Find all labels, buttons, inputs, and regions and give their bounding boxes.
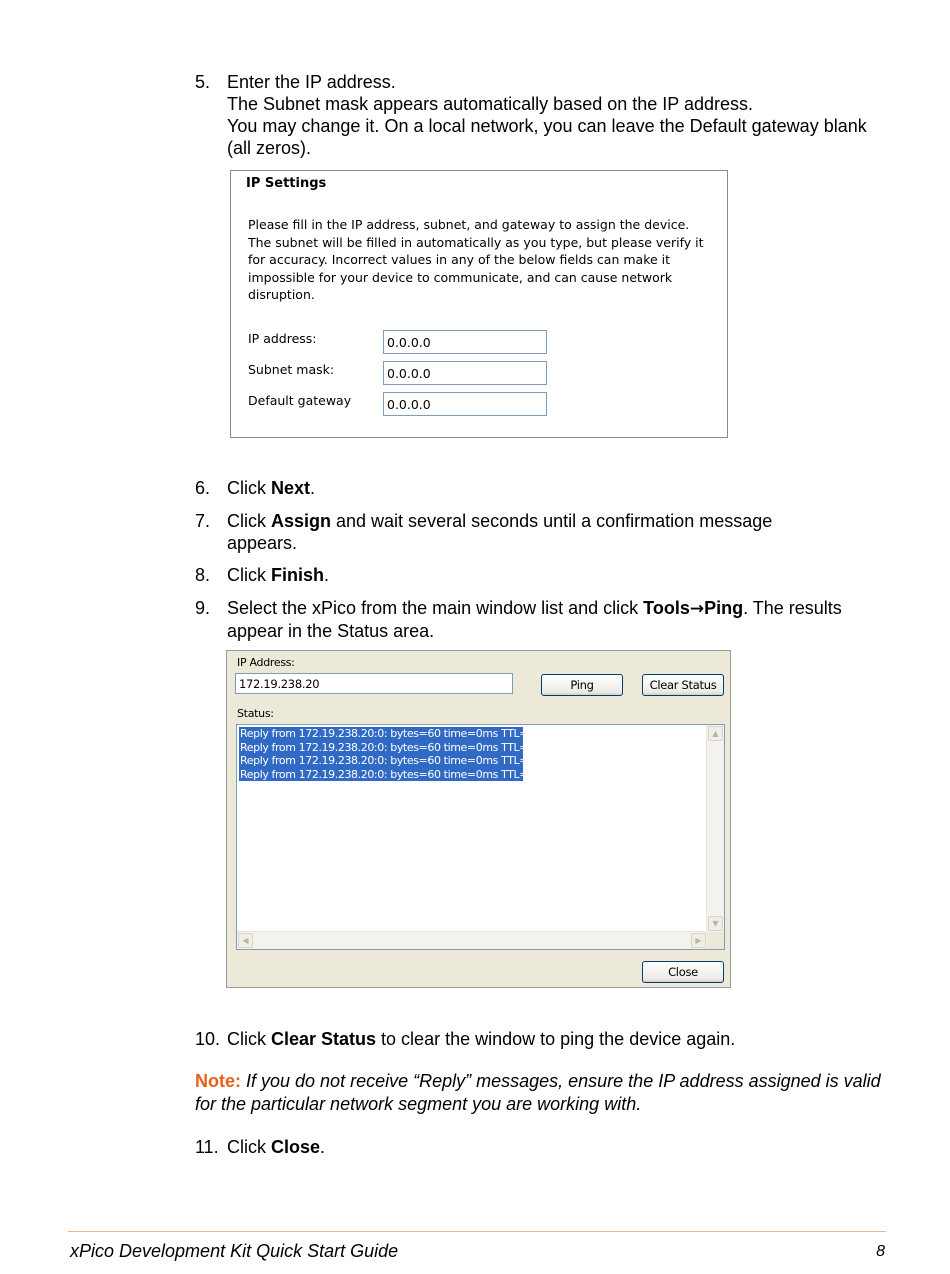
step-10 (195, 1028, 895, 1050)
ip-settings-description: Please fill in the IP address, subnet, and gateway to assign the device. The subnet will be filled in automatically as you type, but please verify it for accuracy. Incorrect values in any of the below fields can make it impossible for your device to communicate, and can cause network disruption. (248, 217, 704, 302)
note-text: If you do not receive “Reply” messages, ensure the IP address assigned is valid for the particular network segment you are working with. (195, 1071, 881, 1114)
ip-address-label: IP address: (248, 331, 317, 346)
note-label: Note: (195, 1071, 241, 1091)
scroll-up-icon[interactable]: ▲ (708, 726, 723, 741)
step-9-text: Select the xPico from the main window list and click (227, 598, 644, 618)
clear-status-button[interactable]: Clear Status (642, 674, 724, 696)
ip-settings-heading: IP Settings (246, 176, 327, 191)
step-8-bold: Finish (271, 565, 324, 585)
step-11-bold: Close (271, 1137, 321, 1157)
step-5-line-1: Enter the IP address. (227, 72, 396, 92)
note (195, 1070, 895, 1116)
subnet-mask-input[interactable]: 0.0.0.0 (383, 361, 547, 385)
step-11 (195, 1136, 895, 1158)
scroll-left-icon[interactable]: ◀ (238, 933, 253, 948)
step-number: 11. (195, 1137, 219, 1157)
scrollbar-corner (707, 932, 724, 949)
status-label: Status: (237, 707, 274, 720)
ping-ip-input[interactable]: 172.19.238.20 (235, 673, 513, 694)
step-6 (195, 477, 895, 499)
status-line: Reply from 172.19.238.20:0: bytes=60 time=0ms TTL=64 (240, 740, 542, 754)
step-11-post: . (320, 1137, 326, 1157)
step-6-bold: Next (271, 478, 311, 498)
step-number: 6. (195, 478, 211, 498)
footer-rule (68, 1231, 886, 1232)
step-7 (195, 510, 895, 554)
step-11-text: Click (227, 1137, 271, 1157)
step-number: 9. (195, 598, 211, 618)
status-lines (239, 727, 542, 781)
status-output[interactable] (236, 724, 725, 950)
ping-button[interactable]: Ping (541, 674, 623, 696)
scroll-right-icon[interactable]: ▶ (691, 933, 706, 948)
close-button[interactable]: Close (642, 961, 724, 983)
vertical-scrollbar[interactable] (706, 725, 724, 932)
ip-address-input[interactable]: 0.0.0.0 (383, 330, 547, 354)
step-8 (195, 564, 895, 586)
step-9-post: . The results appear in the Status area. (227, 598, 842, 641)
step-9-bold-ping: Ping (704, 598, 744, 618)
step-10-text: Click (227, 1029, 271, 1049)
footer-title: xPico Development Kit Quick Start Guide (70, 1241, 399, 1261)
step-7-bold: Assign (271, 511, 332, 531)
step-8-post: . (324, 565, 330, 585)
step-number: 5. (195, 72, 211, 92)
step-number: 10. (195, 1029, 221, 1049)
step-5 (195, 71, 895, 159)
subnet-mask-label: Subnet mask: (248, 362, 335, 377)
status-line: Reply from 172.19.238.20:0: bytes=60 time=0ms TTL=64 (240, 767, 542, 781)
ip-address-label: IP Address: (237, 656, 295, 669)
scroll-down-icon[interactable]: ▼ (708, 916, 723, 931)
page-number: 8 (876, 1243, 885, 1260)
ping-dialog (226, 650, 731, 988)
step-7-post: and wait several seconds until a confirmation message appears. (227, 511, 773, 553)
step-5-line-3: You may change it. On a local network, you can leave the Default gateway blank (all zeros). (227, 116, 867, 158)
step-8-text: Click (227, 565, 271, 585)
step-6-text: Click (227, 478, 271, 498)
step-10-bold: Clear Status (271, 1029, 377, 1049)
step-5-line-2: The Subnet mask appears automatically based on the IP address. (227, 94, 753, 114)
step-9-bold-tools: Tools (643, 598, 690, 618)
step-number: 7. (195, 511, 211, 531)
default-gateway-label: Default gateway (248, 393, 352, 408)
ip-settings-panel (230, 170, 728, 438)
step-number: 8. (195, 565, 211, 585)
arrow-right-icon: → (689, 599, 705, 619)
status-line: Reply from 172.19.238.20:0: bytes=60 time=0ms TTL=64 (240, 754, 542, 767)
step-10-post: to clear the window to ping the device again. (376, 1029, 736, 1049)
step-6-post: . (310, 478, 316, 498)
default-gateway-input[interactable]: 0.0.0.0 (383, 392, 547, 416)
step-7-text: Click (227, 511, 271, 531)
horizontal-scrollbar[interactable] (237, 931, 707, 949)
status-line: Reply from 172.19.238.20:0: bytes=60 time=0ms TTL=64 (240, 727, 542, 740)
step-9 (195, 597, 895, 642)
